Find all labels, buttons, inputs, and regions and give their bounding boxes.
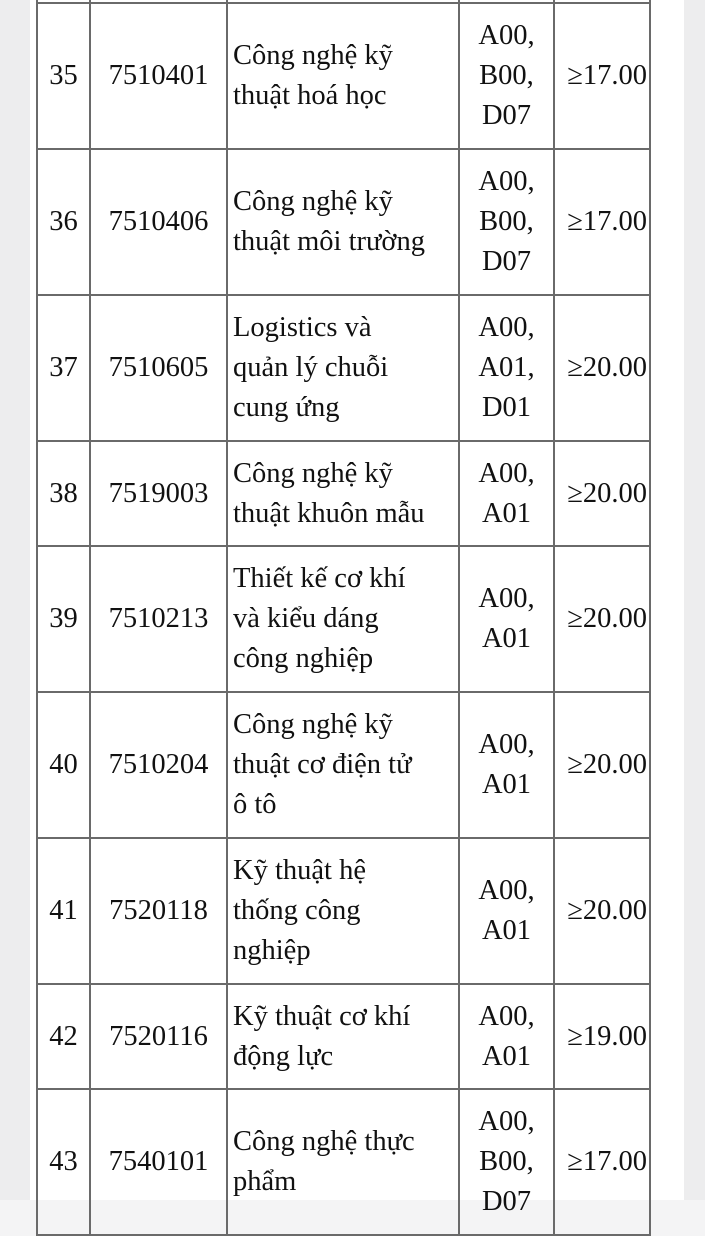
major-name-line: nghiệp <box>233 935 311 966</box>
min-score: ≥17.00 <box>554 149 650 295</box>
table-row <box>37 838 650 984</box>
subject-block: A00, <box>478 729 535 760</box>
major-name-line: thuật hoá học <box>233 80 387 111</box>
major-name-line: thống công <box>233 895 361 926</box>
major-name-line: Công nghệ kỹ <box>233 709 393 740</box>
major-name <box>227 546 459 692</box>
min-score: ≥20.00 <box>554 692 650 838</box>
major-code: 7510213 <box>90 546 227 692</box>
table-row <box>37 984 650 1089</box>
subject-block: D01 <box>481 392 532 423</box>
subject-blocks <box>459 546 554 692</box>
major-code: 7510401 <box>90 3 227 149</box>
major-name-line: quản lý chuỗi <box>233 352 389 383</box>
row-number: 39 <box>37 546 90 692</box>
subject-block: A00, <box>478 583 535 614</box>
major-code: 7510204 <box>90 692 227 838</box>
subject-block: A01 <box>481 497 532 529</box>
row-number: 37 <box>37 295 90 441</box>
row-number: 43 <box>37 1089 90 1235</box>
min-score: ≥20.00 <box>554 838 650 984</box>
row-number: 38 <box>37 441 90 546</box>
major-name-line: công nghiệp <box>233 643 374 674</box>
major-name-line: Công nghệ kỹ <box>233 186 393 217</box>
row-number: 40 <box>37 692 90 838</box>
subject-blocks <box>459 3 554 149</box>
major-code: 7540101 <box>90 1089 227 1235</box>
major-name-line: cung ứng <box>233 392 340 423</box>
subject-block: D07 <box>481 246 532 277</box>
table-row <box>37 546 650 692</box>
major-name <box>227 692 459 838</box>
major-code: 7520118 <box>90 838 227 984</box>
min-score: ≥17.00 <box>554 1089 650 1235</box>
table-row <box>37 3 650 149</box>
subject-block: A00, <box>478 875 535 906</box>
major-name-line: và kiểu dáng <box>233 603 379 634</box>
min-score: ≥20.00 <box>554 295 650 441</box>
major-name-line: Kỹ thuật hệ <box>233 855 366 886</box>
major-name <box>227 149 459 295</box>
major-name <box>227 3 459 149</box>
subject-block: D07 <box>481 100 532 131</box>
subject-block: A00, <box>478 166 535 197</box>
table-row <box>37 295 650 441</box>
table-row <box>37 149 650 295</box>
major-name-line: Thiết kế cơ khí <box>233 563 406 594</box>
major-name-line: động lực <box>233 1040 334 1072</box>
page-margin-left <box>0 0 30 1200</box>
min-score: ≥20.00 <box>554 441 650 546</box>
subject-block: B00, <box>479 1146 534 1177</box>
table-row <box>37 1089 650 1235</box>
major-name <box>227 295 459 441</box>
major-name-line: Công nghệ thực <box>233 1126 415 1157</box>
subject-blocks <box>459 441 554 546</box>
subject-block: A00, <box>478 312 535 343</box>
admission-score-table <box>36 0 651 1236</box>
min-score: ≥17.00 <box>554 3 650 149</box>
major-name <box>227 984 459 1089</box>
row-number: 41 <box>37 838 90 984</box>
major-name-line: thuật cơ điện tử <box>233 749 412 780</box>
major-code: 7520116 <box>90 984 227 1089</box>
subject-blocks <box>459 149 554 295</box>
subject-block: A00, <box>478 20 535 51</box>
table-row <box>37 441 650 546</box>
major-code: 7519003 <box>90 441 227 546</box>
major-name <box>227 1089 459 1235</box>
subject-block: A00, <box>478 1106 535 1137</box>
table-row <box>37 692 650 838</box>
subject-block: A01 <box>481 769 532 800</box>
subject-block: A01 <box>481 623 532 654</box>
subject-block: A00, <box>478 1000 535 1032</box>
subject-blocks <box>459 692 554 838</box>
subject-blocks <box>459 984 554 1089</box>
subject-block: B00, <box>479 60 534 91</box>
subject-blocks <box>459 1089 554 1235</box>
major-name-line: Kỹ thuật cơ khí <box>233 1000 411 1032</box>
row-number: 35 <box>37 3 90 149</box>
subject-block: A00, <box>478 457 535 489</box>
major-code: 7510406 <box>90 149 227 295</box>
major-name-line: ô tô <box>233 789 277 820</box>
row-number: 36 <box>37 149 90 295</box>
row-number: 42 <box>37 984 90 1089</box>
major-name-line: Công nghệ kỹ <box>233 457 393 489</box>
subject-block: B00, <box>479 206 534 237</box>
major-name-line: Logistics và <box>233 312 372 343</box>
min-score: ≥19.00 <box>554 984 650 1089</box>
major-name <box>227 441 459 546</box>
major-name-line: Công nghệ kỹ <box>233 40 393 71</box>
subject-blocks <box>459 838 554 984</box>
subject-block: A01 <box>481 915 532 946</box>
major-code: 7510605 <box>90 295 227 441</box>
min-score: ≥20.00 <box>554 546 650 692</box>
major-name-line: thuật môi trường <box>233 226 425 257</box>
subject-blocks <box>459 295 554 441</box>
major-name-line: thuật khuôn mẫu <box>233 497 425 529</box>
major-name <box>227 838 459 984</box>
subject-block: A01, <box>478 352 535 383</box>
subject-block: A01 <box>481 1040 532 1072</box>
page-margin-right <box>684 0 705 1200</box>
major-name-line: phẩm <box>233 1166 297 1197</box>
subject-block: D07 <box>481 1186 532 1217</box>
